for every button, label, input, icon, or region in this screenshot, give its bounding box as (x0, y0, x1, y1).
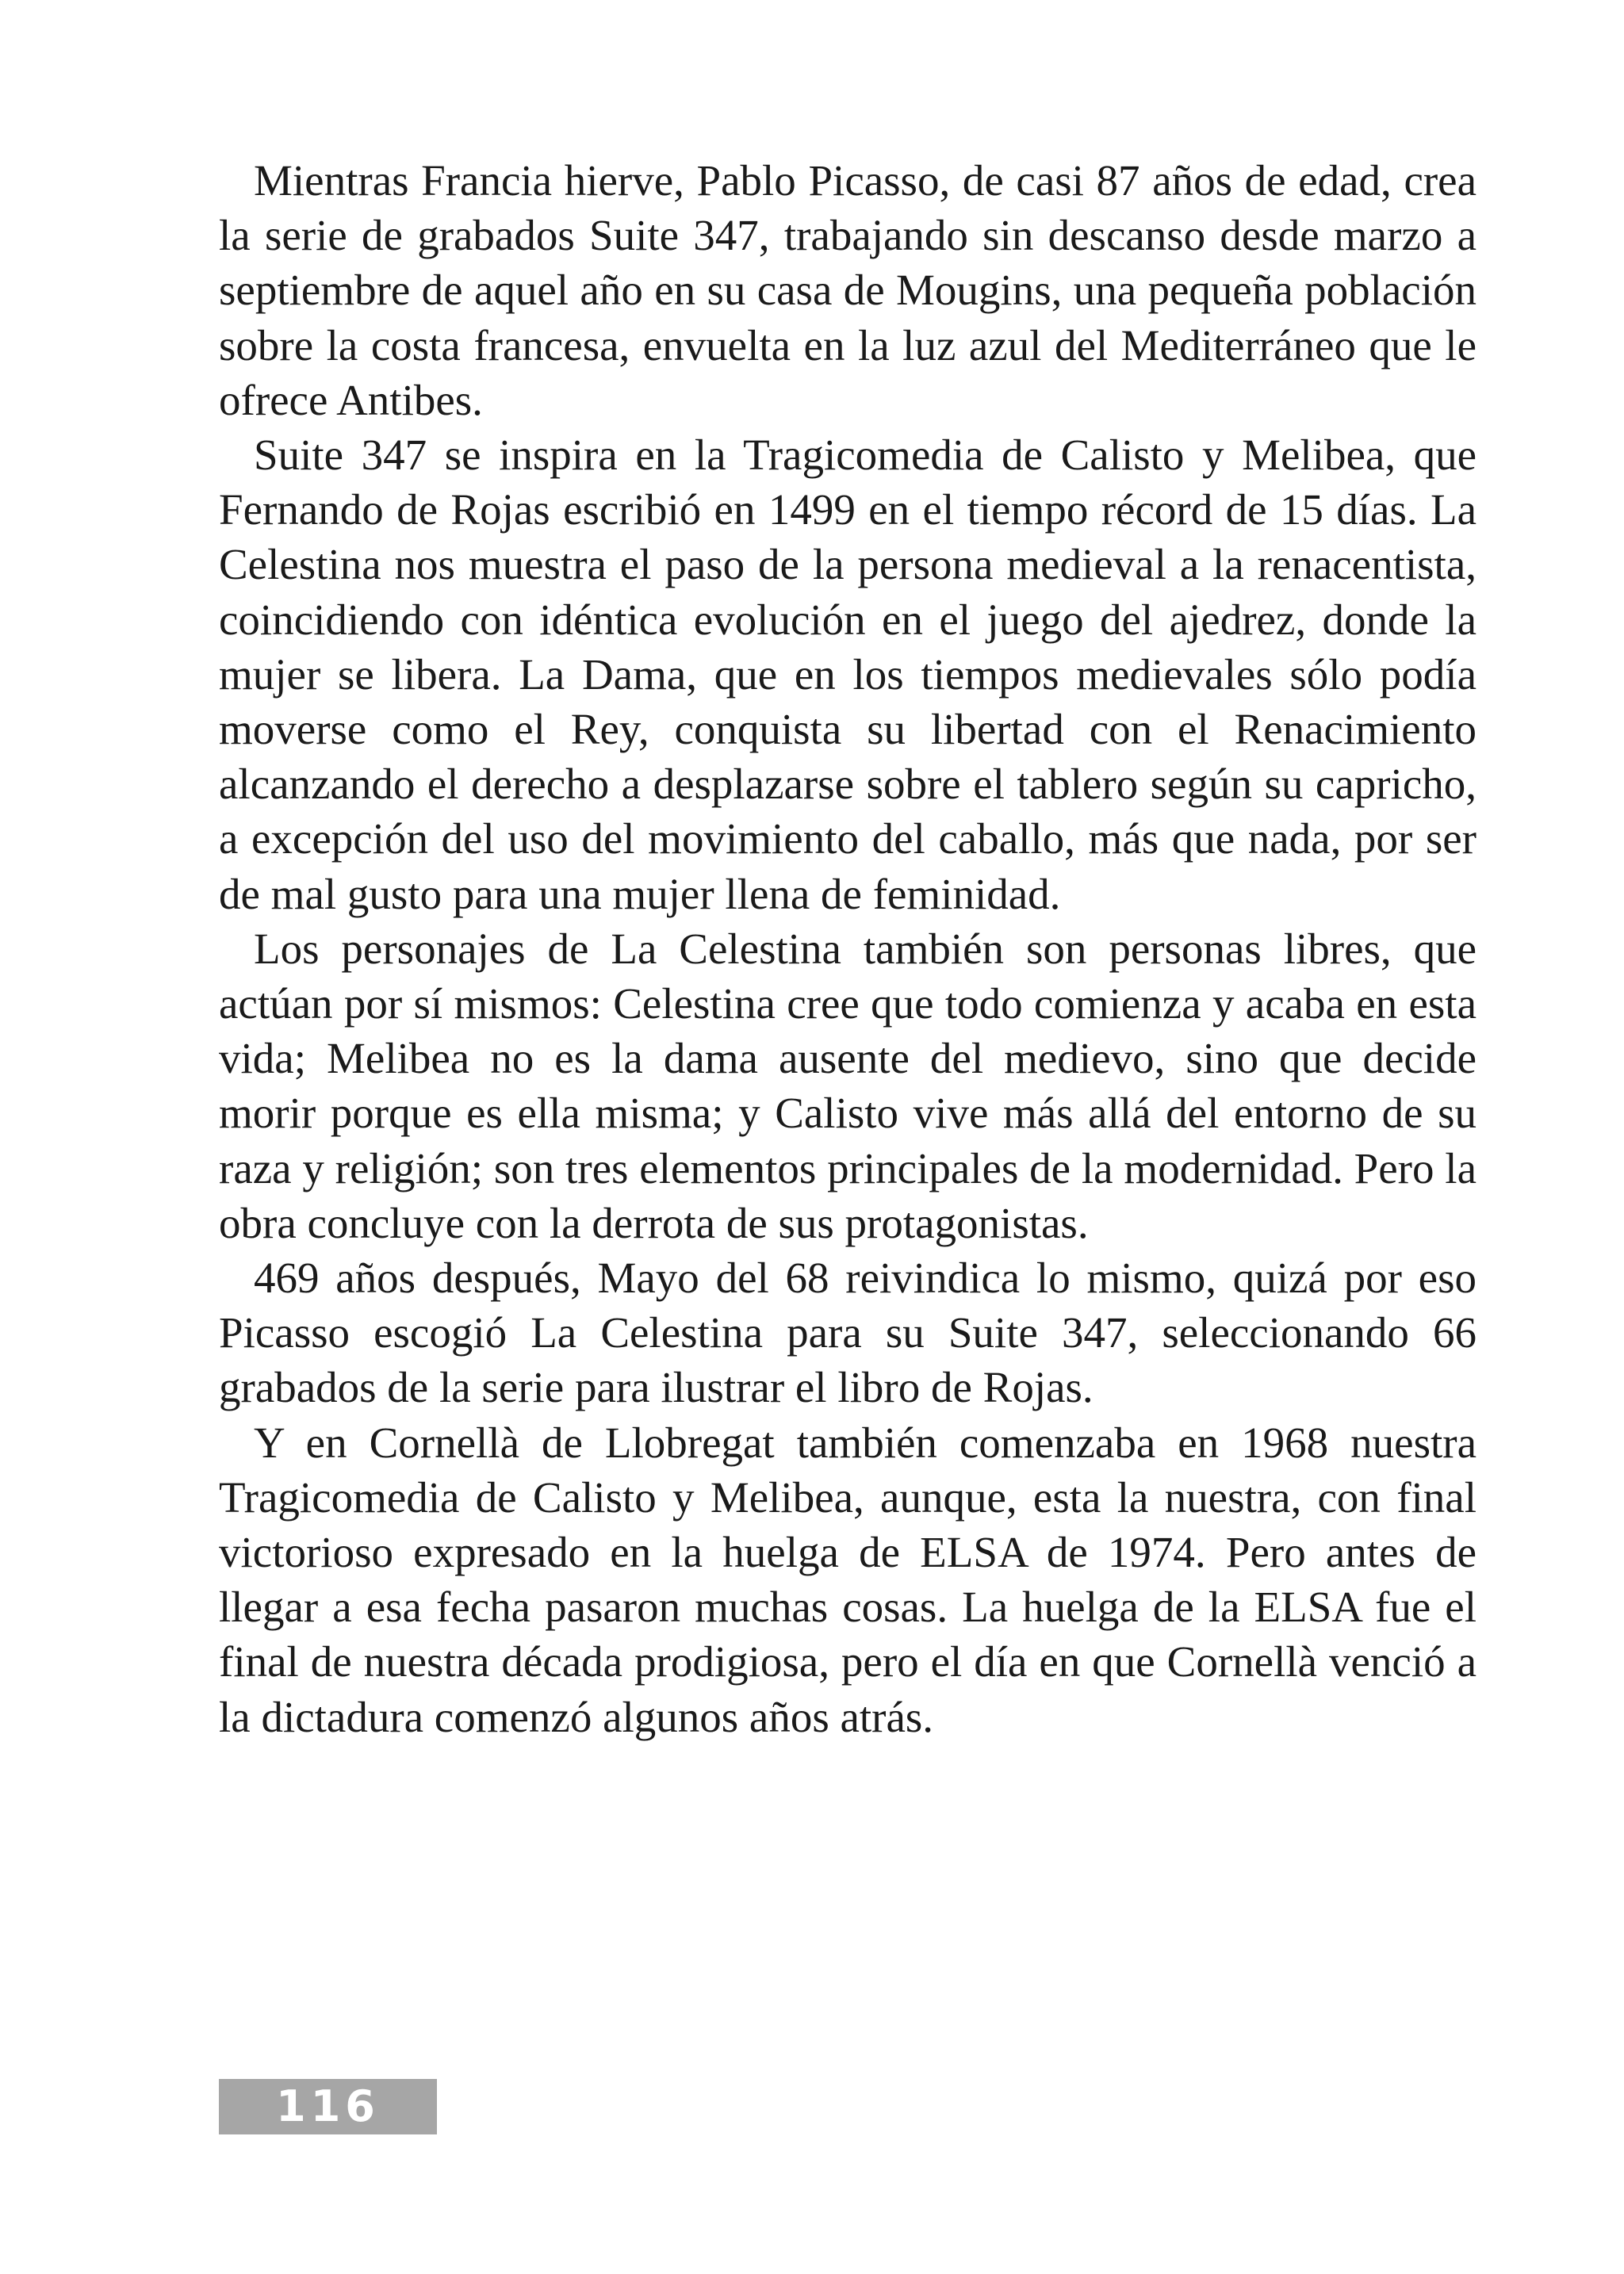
page-number: 116 (276, 2081, 380, 2131)
paragraph-celestina-chess: Suite 347 se inspira en la Tragicomedia de Calisto y Melibea, que Fernando de Rojas escribió en 1499 en el tiempo récord de 15 días. La Celestina nos muestra el paso de la persona medieval a la renacentista, coincidiendo con idéntica evolución en el juego del ajedrez, donde la mujer se libera. La Dama, que en los tiempos medievales sólo podía moverse como el Rey, conquista su libertad con el Renacimiento alcanzando el derecho a desplazarse sobre el tablero según su capricho, a excepción del uso del movimiento del caballo, más que nada, por ser de mal gusto para una mujer llena de feminidad. (219, 431, 1477, 918)
paragraph-mayo-68: 469 años después, Mayo del 68 reivindica lo mismo, quizá por eso Picasso escogió La Celestina para su Suite 347, seleccionando 66 grabados de la serie para ilustrar el libro de Rojas. (219, 1254, 1477, 1412)
paragraph-cornella: Y en Cornellà de Llobregat también comenzaba en 1968 nuestra Tragicomedia de Calisto y Melibea, aunque, esta la nuestra, con final victorioso expresado en la huelga de ELSA de 1974. Pero antes de llegar a esa fecha pasaron muchas cosas. La huelga de la ELSA fue el final de nuestra década prodigiosa, pero el día en que Cornellà venció a la dictadura comenzó algunos años atrás. (219, 1418, 1477, 1741)
paragraph-characters: Los personajes de La Celestina también son personas libres, que actúan por sí mismos: Celestina cree que todo comienza y acaba en esta vida; Melibea no es la dama ausente del medievo, sino que decide morir porque es ella misma; y Calisto vive más allá del entorno de su raza y religión; son tres elementos principales de la modernidad. Pero la obra concluye con la derrota de sus protagonistas. (219, 924, 1477, 1247)
page-number-bar (219, 2079, 437, 2134)
paragraph-picasso-suite: Mientras Francia hierve, Pablo Picasso, de casi 87 años de edad, crea la serie de grabados Suite 347, trabajando sin descanso desde marzo a septiembre de aquel año en su casa de Mougins, una pequeña población sobre la costa francesa, envuelta en la luz azul del Mediterráneo que le ofrece Antibes. (219, 156, 1477, 424)
body-text (219, 153, 1477, 1744)
